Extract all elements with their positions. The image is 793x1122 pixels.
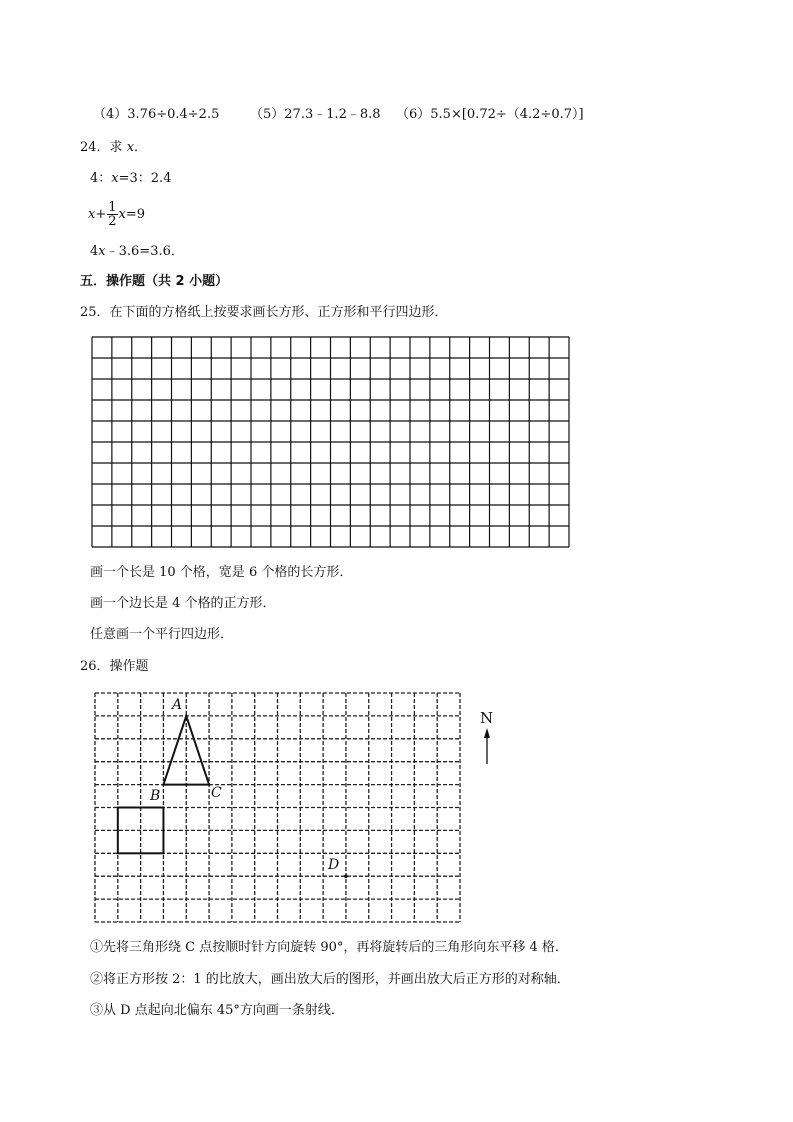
denominator: 2 xyxy=(108,214,117,229)
q25-instruction-3: 任意画一个平行四边形． xyxy=(90,627,234,642)
q26-instruction-2: ②将正方形按 2：1 的比放大，画出放大后的图形，并画出放大后正方形的对称轴． xyxy=(90,972,570,987)
q24-number: 24．求 xyxy=(80,140,123,155)
q26-instruction-1: ①先将三角形绕 C 点按顺时针方向旋转 90°，再将旋转后的三角形向东平移 4 格． xyxy=(90,940,568,955)
north-label: N xyxy=(480,709,494,727)
label-d: D xyxy=(328,857,340,873)
q25-instruction-1: 画一个长是 10 个格，宽是 6 个格的长方形． xyxy=(90,565,353,580)
q26-title: 26．操作题 xyxy=(80,659,149,674)
eq-part: =3：2.4 xyxy=(118,171,172,186)
q23-item-5: （5）27.3﹣1.2﹣8.8 xyxy=(250,107,381,122)
variable: x xyxy=(126,140,135,155)
eq-part: + xyxy=(95,207,107,222)
eq-part: 4： xyxy=(90,171,112,186)
label-c: C xyxy=(211,785,222,801)
variable: x xyxy=(118,207,126,222)
variable: x xyxy=(98,244,106,259)
numerator: 1 xyxy=(108,200,117,215)
variable: x xyxy=(111,171,119,186)
label-b: B xyxy=(150,788,161,804)
north-arrowhead-icon xyxy=(484,728,490,738)
label-a: A xyxy=(172,697,183,713)
eq-part: 4 xyxy=(90,244,99,259)
section-title: 五．操作题（共 2 小题） xyxy=(80,274,229,289)
q23-item-4: （4）3.76÷0.4÷2.5 xyxy=(93,107,220,122)
eq-part: =9 xyxy=(125,207,146,222)
q26-instruction-3: ③从 D 点起向北偏东 45°方向画一条射线． xyxy=(90,1003,344,1018)
punct: ． xyxy=(134,140,148,155)
eq-part: ﹣3.6=3.6． xyxy=(105,244,184,259)
point-d xyxy=(344,874,348,878)
variable: x xyxy=(88,207,96,222)
q25-title: 25．在下面的方格纸上按要求画长方形、正方形和平行四边形． xyxy=(80,305,448,320)
q23-item-6: （6）5.5×[0.72÷（4.2÷0.7）] xyxy=(396,107,584,122)
q25-instruction-2: 画一个边长是 4 个格的正方形． xyxy=(90,596,276,611)
